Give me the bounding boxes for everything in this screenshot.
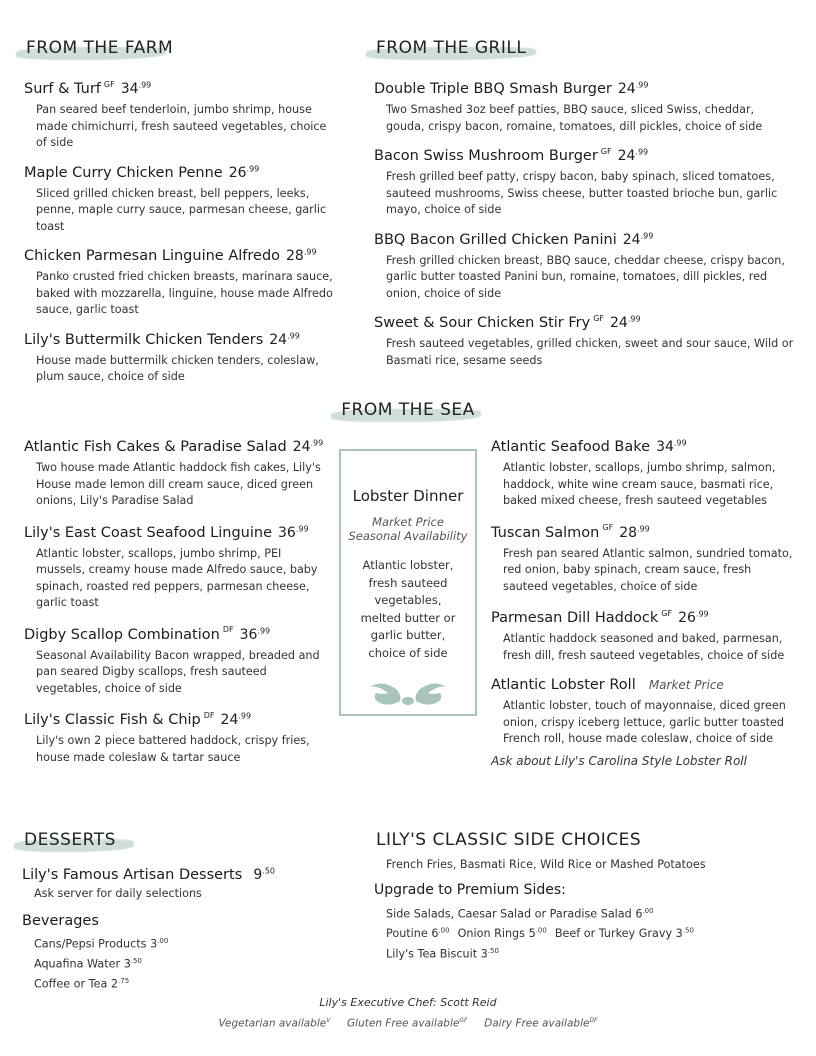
upgrade-line-2 bbox=[386, 923, 794, 943]
item-price: $34^{.99}$ bbox=[120, 80, 152, 97]
menu-item bbox=[491, 436, 796, 510]
grill-title: FROM THE GRILL bbox=[374, 38, 528, 58]
item-desc: Sliced grilled chicken breast, bell peppers, leeks, penne, maple curry sauce, parmesan cheese, garlic toast bbox=[36, 186, 327, 233]
menu-item bbox=[374, 145, 794, 219]
item-price: $34^{.99}$ bbox=[656, 438, 687, 455]
menu-item bbox=[374, 78, 794, 135]
menu-item bbox=[491, 522, 796, 596]
lobster-roll-price: Market Price bbox=[648, 678, 724, 692]
beverage-item: Aquafina Water $3^{.50}$ bbox=[34, 956, 142, 971]
desserts-section bbox=[22, 830, 332, 993]
side-option: Poutine $6^{.00}$ bbox=[386, 926, 450, 941]
item-name: Lily's East Coast Seafood Linguine bbox=[24, 524, 272, 541]
item-price: $24^{.99}$ bbox=[610, 314, 641, 331]
feature-desc: Atlantic lobster, fresh sauteed vegetables, melted butter or garlic butter, choice of side bbox=[360, 558, 456, 660]
lobster-roll-item bbox=[491, 674, 796, 748]
item-name: Lily's Buttermilk Chicken Tenders bbox=[24, 331, 264, 348]
item-name: Double Triple BBQ Smash Burger bbox=[374, 81, 612, 97]
menu-item bbox=[24, 522, 329, 612]
item-name: Maple Curry Chicken Penne bbox=[24, 164, 223, 181]
item-price: $24^{.99}$ bbox=[617, 80, 649, 97]
item-desc: Two house made Atlantic haddock fish cakes, Lily's House made lemon dill cream sauce, diced green onions, Lily's Paradise Salad bbox=[36, 461, 321, 507]
sides-section bbox=[374, 830, 794, 963]
diet-tag: GF bbox=[103, 79, 115, 89]
diet-tag: GF bbox=[661, 608, 673, 618]
menu-item bbox=[374, 229, 794, 303]
item-price: $26^{.99}$ bbox=[228, 163, 260, 181]
dessert-item bbox=[22, 864, 332, 903]
item-desc: Fresh pan seared Atlantic salmon, sundried tomato, red onion, baby spinach, cream sauce, fresh sauteed vegetables, choice of side bbox=[503, 546, 793, 593]
feature-sub2: Seasonal Availability bbox=[348, 529, 468, 543]
menu-item bbox=[24, 78, 334, 152]
item-price: $28^{.99}$ bbox=[619, 523, 650, 541]
upgrade-line-3: Lily's Tea Biscuit $3^{.50}$ bbox=[386, 946, 499, 961]
item-desc: Panko crusted fried chicken breasts, marinara sauce, baked with mozzarella, linguine, house made Alfredo sauce, garlic toast bbox=[36, 270, 333, 316]
diet-tag: GF bbox=[593, 313, 604, 323]
item-price: $36^{.99}$ bbox=[239, 625, 271, 643]
item-name: Atlantic Fish Cakes & Paradise Salad bbox=[24, 439, 287, 455]
item-desc: Pan seared beef tenderloin, jumbo shrimp, house made chimichurri, fresh sauteed vegetables, choice of side bbox=[36, 103, 327, 149]
menu-item bbox=[24, 709, 329, 766]
item-price: $36^{.99}$ bbox=[278, 523, 309, 541]
item-price: $28^{.99}$ bbox=[286, 247, 317, 264]
beverages-title: Beverages bbox=[22, 912, 99, 929]
beverage-item: Cans/Pepsi Products $3^{.00}$ bbox=[34, 936, 169, 951]
farm-title: FROM THE FARM bbox=[24, 38, 175, 58]
sides-basic: French Fries, Basmati Rice, Wild Rice or Mashed Potatoes bbox=[386, 858, 706, 871]
diet-tag: DF bbox=[222, 625, 234, 635]
item-name: Sweet & Sour Chicken Stir Fry bbox=[374, 315, 591, 331]
item-price: $24^{.99}$ bbox=[292, 438, 324, 455]
menu-item bbox=[491, 607, 796, 664]
item-price: $24^{.99}$ bbox=[617, 147, 649, 164]
menu-item bbox=[374, 312, 794, 369]
farm-section bbox=[24, 38, 334, 386]
item-price: $26^{.99}$ bbox=[678, 609, 709, 626]
item-price: $24^{.99}$ bbox=[622, 230, 654, 248]
lobster-dinner-box bbox=[339, 449, 477, 716]
item-name: Parmesan Dill Haddock bbox=[491, 610, 659, 626]
item-desc: Atlantic lobster, scallops, jumbo shrimp, salmon, haddock, white wine cream sauce, basmati rice, baked mixed cheese, fresh sauteed vegetables bbox=[503, 461, 776, 507]
item-name: Atlantic Seafood Bake bbox=[491, 439, 651, 455]
menu-item bbox=[24, 245, 334, 319]
item-desc: Two Smashed 3oz beef patties, BBQ sauce, sliced Swiss, cheddar, gouda, crispy bacon, romaine, tomatoes, dill pickles, choice of side bbox=[386, 103, 763, 133]
dessert-name: Lily's Famous Artisan Desserts bbox=[22, 867, 243, 883]
sea-section-header bbox=[0, 400, 816, 420]
item-price: $24^{.99}$ bbox=[220, 711, 252, 728]
item-name: Bacon Swiss Mushroom Burger bbox=[374, 148, 598, 164]
item-desc: Fresh sauteed vegetables, grilled chicken, sweet and sour sauce, Wild or Basmati rice, sesame seeds bbox=[386, 337, 794, 367]
beverage-item: Coffee or Tea $2^{.75}$ bbox=[34, 976, 130, 991]
menu-item bbox=[24, 162, 334, 236]
side-option: Onion Rings $5^{.00}$ bbox=[457, 926, 547, 941]
item-name: Lily's Classic Fish & Chip bbox=[24, 712, 201, 728]
menu-item bbox=[24, 624, 329, 698]
item-desc: Atlantic lobster, scallops, jumbo shrimp, PEI mussels, creamy house made Alfredo sauce, baby spinach, roasted red peppers, parmesan cheese, garlic toast bbox=[36, 546, 318, 609]
diet-tag: GF bbox=[602, 523, 614, 533]
ask-note: Ask about Lily's Carolina Style Lobster Roll bbox=[491, 753, 747, 768]
dessert-price: $9^{.50}$ bbox=[253, 866, 276, 883]
diet-tag: GF bbox=[600, 146, 612, 156]
item-name: BBQ Bacon Grilled Chicken Panini bbox=[374, 231, 617, 248]
upgrade-line-1: Side Salads, Caesar Salad or Paradise Salad $6^{.00}$ bbox=[386, 906, 654, 921]
item-desc: Fresh grilled beef patty, crispy bacon, baby spinach, sliced tomatoes, sauteed mushrooms, Swiss cheese, butter toasted brioche bun, garlic mayo, choice of side bbox=[386, 170, 778, 216]
item-name: Surf & Turf bbox=[24, 81, 101, 97]
sea-title: FROM THE SEA bbox=[339, 400, 477, 420]
item-name: Digby Scallop Combination bbox=[24, 626, 220, 643]
item-name: Chicken Parmesan Linguine Alfredo bbox=[24, 248, 281, 264]
item-desc: Fresh grilled chicken breast, BBQ sauce, cheddar cheese, crispy bacon, garlic butter toasted Panini bun, romaine, tomatoes, dill pickles, red onion, choice of side bbox=[386, 253, 785, 300]
item-desc: Atlantic haddock seasoned and baked, parmesan, fresh dill, fresh sauteed vegetables, choice of side bbox=[503, 632, 785, 662]
dietary-legend: Vegetarian available$^V$ Gluten Free available$^{GF}$ Dairy Free available$^{DF}$ bbox=[218, 1017, 598, 1030]
item-desc: Seasonal Availability Bacon wrapped, breaded and pan seared Digby scallops, fresh sauteed vegetables, choice of side bbox=[36, 648, 320, 695]
lobster-claw-icon bbox=[362, 677, 454, 711]
menu-item bbox=[24, 329, 334, 386]
sea-right-column bbox=[491, 436, 796, 768]
lobster-roll-desc: Atlantic lobster, touch of mayonnaise, diced green onion, crispy iceberg lettuce, garlic butter toasted French roll, house made coleslaw, choice of side bbox=[503, 699, 786, 745]
lobster-roll-name: Atlantic Lobster Roll bbox=[491, 677, 636, 693]
desserts-title: DESSERTS bbox=[22, 830, 118, 850]
diet-tag: DF bbox=[203, 710, 215, 720]
menu-item bbox=[24, 436, 329, 510]
sea-left-column bbox=[24, 436, 329, 766]
feature-sub1: Market Price bbox=[372, 515, 444, 529]
item-name: Tuscan Salmon bbox=[491, 524, 600, 541]
sides-title: LILY'S CLASSIC SIDE CHOICES bbox=[376, 830, 642, 850]
feature-title: Lobster Dinner bbox=[352, 487, 464, 505]
chef-credit: Lily's Executive Chef: Scott Reid bbox=[319, 996, 497, 1009]
dessert-desc: Ask server for daily selections bbox=[34, 887, 202, 900]
side-option: Beef or Turkey Gravy $3^{.50}$ bbox=[554, 926, 694, 941]
item-desc: Lily's own 2 piece battered haddock, crispy fries, house made coleslaw & tartar sauce bbox=[36, 734, 310, 764]
grill-section bbox=[374, 38, 794, 369]
item-price: $24^{.99}$ bbox=[269, 330, 300, 348]
upgrade-title: Upgrade to Premium Sides: bbox=[374, 881, 566, 898]
item-desc: House made buttermilk chicken tenders, coleslaw, plum sauce, choice of side bbox=[36, 353, 319, 383]
